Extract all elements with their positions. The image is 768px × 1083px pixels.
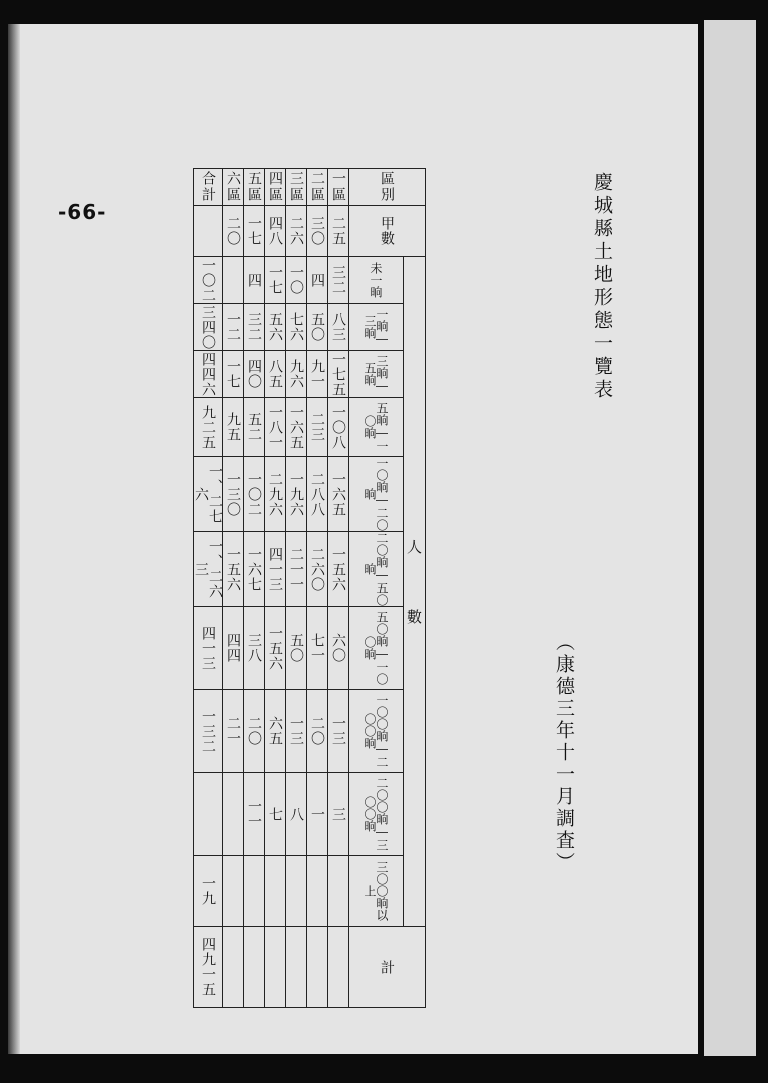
value-cell: 二〇 — [244, 690, 265, 773]
group-label-count: 數 — [405, 609, 423, 644]
range-header: 二〇〇晌―三〇〇晌 — [349, 773, 404, 856]
value-cell: 三八 — [244, 607, 265, 690]
value-cell: 一五六 — [223, 532, 244, 607]
total-cell — [286, 927, 307, 1008]
total-cell — [307, 927, 328, 1008]
table-row-total — [194, 169, 223, 1008]
value-cell: 一七五 — [328, 351, 349, 398]
range-header: 一〇晌―二〇晌 — [349, 457, 404, 532]
value-cell — [307, 856, 328, 927]
district-cell: 四區 — [265, 169, 286, 206]
value-cell: 二六〇 — [307, 532, 328, 607]
value-cell: 一七 — [265, 257, 286, 304]
value-cell: 一七 — [223, 351, 244, 398]
total-cell — [223, 927, 244, 1008]
value-cell: 四 — [307, 257, 328, 304]
value-cell: 一、二七六 — [194, 457, 223, 532]
value-cell: 一、二六三 — [194, 532, 223, 607]
value-cell: 一九六 — [286, 457, 307, 532]
value-cell — [194, 773, 223, 856]
grand-total-cell: 四九一五 — [194, 927, 223, 1008]
value-cell — [223, 773, 244, 856]
value-cell: 四四六 — [194, 351, 223, 398]
area-cell: 三〇 — [307, 206, 328, 257]
value-cell: 二八八 — [307, 457, 328, 532]
page-number: -66- — [58, 200, 107, 224]
table-row — [244, 169, 265, 1008]
value-cell — [223, 257, 244, 304]
table-row — [307, 169, 328, 1008]
range-header: 二〇晌―五〇晌 — [349, 532, 404, 607]
value-cell: 一三 — [328, 690, 349, 773]
area-cell: 二〇 — [223, 206, 244, 257]
value-cell: 一五六 — [328, 532, 349, 607]
value-cell: 三 — [328, 773, 349, 856]
book-spine — [8, 24, 20, 1054]
value-cell: 一三〇 — [223, 457, 244, 532]
table-row — [223, 169, 244, 1008]
group-label — [404, 257, 426, 927]
total-cell — [328, 927, 349, 1008]
range-header: 三〇〇晌以上 — [349, 856, 404, 927]
range-header: 未一晌 — [349, 257, 404, 304]
value-cell: 三二 — [244, 304, 265, 351]
value-cell: 一〇二 — [244, 457, 265, 532]
value-cell: 四一三 — [194, 607, 223, 690]
value-cell: 二一一 — [286, 532, 307, 607]
range-header-row — [349, 169, 404, 1008]
district-cell: 三區 — [286, 169, 307, 206]
value-cell: 二一 — [223, 690, 244, 773]
area-cell: 二五 — [328, 206, 349, 257]
group-label-person: 人 — [405, 539, 423, 574]
value-cell: 二九六 — [265, 457, 286, 532]
value-cell: 四四 — [223, 607, 244, 690]
area-cell: 一七 — [244, 206, 265, 257]
value-cell: 五〇 — [286, 607, 307, 690]
district-cell: 合計 — [194, 169, 223, 206]
value-cell: 八 — [286, 773, 307, 856]
value-cell — [265, 856, 286, 927]
survey-date: （康德三年十一月調査） — [553, 632, 575, 874]
area-header: 甲數 — [349, 206, 426, 257]
value-cell: 四〇 — [244, 351, 265, 398]
value-cell: 七一 — [307, 607, 328, 690]
value-cell: 一八一 — [265, 398, 286, 457]
value-cell: 九一 — [307, 351, 328, 398]
value-cell: 四 — [244, 257, 265, 304]
value-cell: 一二 — [223, 304, 244, 351]
district-cell: 一區 — [328, 169, 349, 206]
area-cell: 二六 — [286, 206, 307, 257]
district-cell: 二區 — [307, 169, 328, 206]
value-cell: 一三二 — [194, 690, 223, 773]
value-cell: 四一三 — [265, 532, 286, 607]
table-header-row — [404, 169, 426, 1008]
value-cell: 六〇 — [328, 607, 349, 690]
total-cell — [265, 927, 286, 1008]
value-cell — [244, 856, 265, 927]
value-cell: 九六 — [286, 351, 307, 398]
value-cell: 一九 — [194, 856, 223, 927]
value-cell: 一〇 — [286, 257, 307, 304]
value-cell — [328, 856, 349, 927]
land-form-table — [193, 168, 426, 1008]
value-cell: 一〇八 — [328, 398, 349, 457]
total-header: 計 — [349, 927, 426, 1008]
range-header: 一〇〇晌―二〇〇晌 — [349, 690, 404, 773]
range-header: 五〇晌―一〇〇晌 — [349, 607, 404, 690]
value-cell: 一〇二 — [194, 257, 223, 304]
value-cell: 一三 — [286, 690, 307, 773]
value-cell — [223, 856, 244, 927]
district-cell: 五區 — [244, 169, 265, 206]
corner-label: 區別 — [349, 169, 426, 206]
value-cell: 七六 — [286, 304, 307, 351]
table-row — [265, 169, 286, 1008]
value-cell: 一五六 — [265, 607, 286, 690]
value-cell: 五〇 — [307, 304, 328, 351]
value-cell: 五二 — [244, 398, 265, 457]
next-page-edge — [704, 20, 756, 1056]
value-cell: 三二 — [328, 257, 349, 304]
range-header: 一晌―三晌 — [349, 304, 404, 351]
value-cell: 一一 — [244, 773, 265, 856]
table-row — [286, 169, 307, 1008]
value-cell: 七 — [265, 773, 286, 856]
value-cell: 一 — [307, 773, 328, 856]
total-cell — [244, 927, 265, 1008]
value-cell: 二三 — [307, 398, 328, 457]
value-cell: 三四〇 — [194, 304, 223, 351]
table-row — [328, 169, 349, 1008]
district-cell: 六區 — [223, 169, 244, 206]
range-header: 五晌―一〇晌 — [349, 398, 404, 457]
area-cell — [194, 206, 223, 257]
value-cell: 五六 — [265, 304, 286, 351]
value-cell: 八五 — [265, 351, 286, 398]
range-header: 三晌―五晌 — [349, 351, 404, 398]
document-title: 慶城縣土地形態一覽表 — [591, 172, 613, 402]
value-cell: 一六五 — [286, 398, 307, 457]
value-cell: 一六五 — [328, 457, 349, 532]
value-cell: 八三 — [328, 304, 349, 351]
value-cell: 一六七 — [244, 532, 265, 607]
value-cell: 二〇 — [307, 690, 328, 773]
value-cell: 六五 — [265, 690, 286, 773]
value-cell: 九五 — [223, 398, 244, 457]
value-cell — [286, 856, 307, 927]
value-cell: 九二五 — [194, 398, 223, 457]
area-cell: 四八 — [265, 206, 286, 257]
